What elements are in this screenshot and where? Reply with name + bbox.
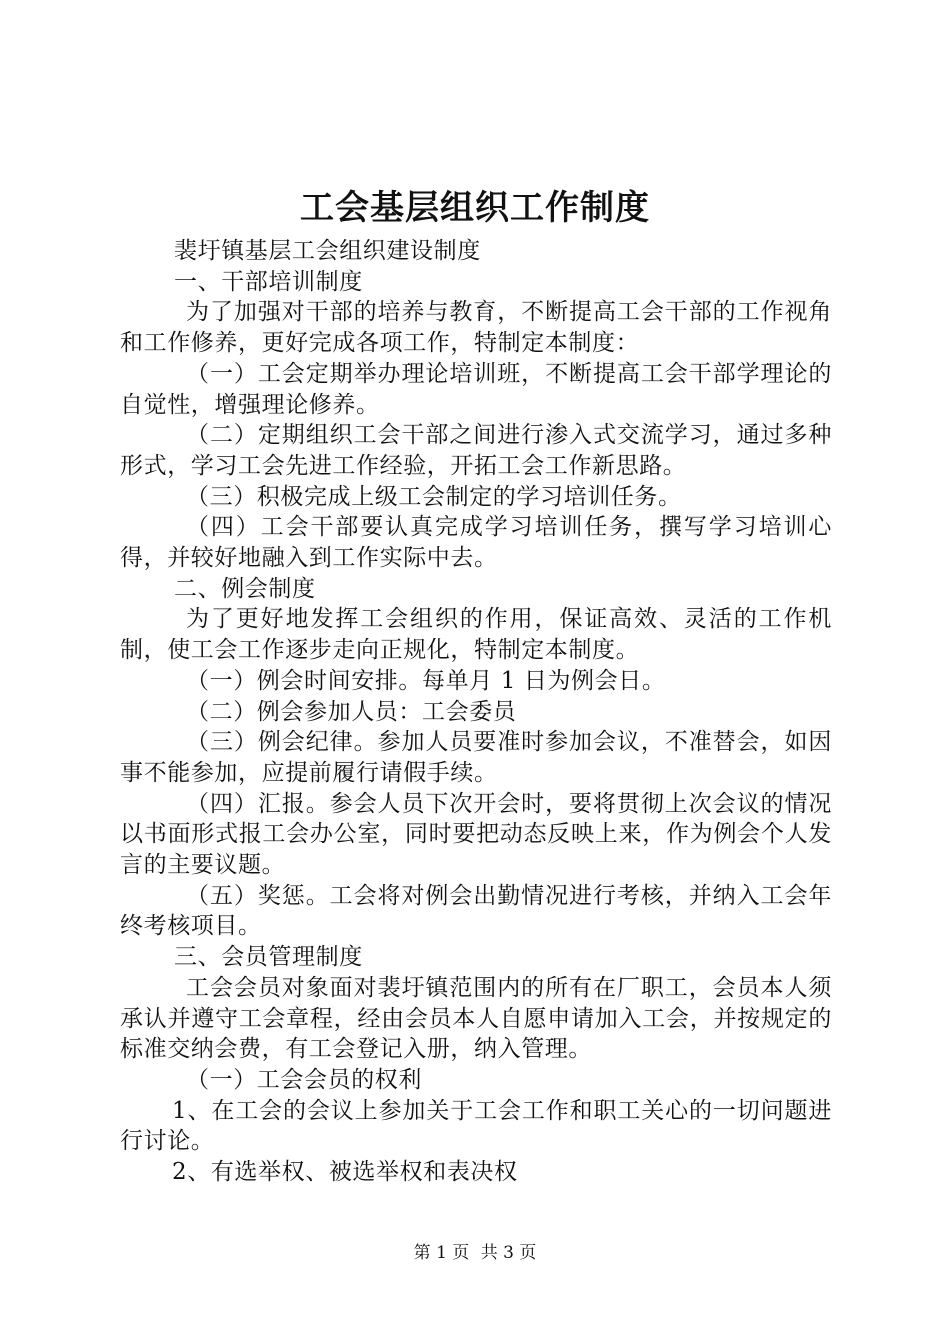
list-item: （一）工会定期举办理论培训班，不断提高工会干部学理论的自觉性，增强理论修养。 — [120, 360, 832, 418]
section-heading-regular-meeting: 二、例会制度 — [174, 575, 316, 602]
paragraph: 工会会员对象面对裴圩镇范围内的所有在厂职工，会员本人须承认并遵守工会章程，经由会员本人自愿申请加入工会，并按规定的标准交纳会费，有工会登记入册，纳入管理。 — [120, 974, 832, 1063]
page-footer — [0, 1242, 950, 1264]
list-item: （四）工会干部要认真完成学习培训任务，撰写学习培训心得，并较好地融入到工作实际中去。 — [120, 514, 832, 572]
document-body — [120, 236, 832, 1188]
list-item: （二）定期组织工会干部之间进行渗入式交流学习，通过多种形式，学习工会先进工作经验，开拓工会工作新思路。 — [120, 422, 832, 479]
list-item: 2、有选举权、被选举权和表决权 — [172, 1159, 518, 1186]
list-item: （一）工会会员的权利 — [186, 1066, 422, 1093]
paragraph: 为了加强对干部的培养与教育，不断提高工会干部的工作视角和工作修养，更好完成各项工作，特制定本制度： — [120, 299, 832, 357]
list-item: （三）积极完成上级工会制定的学习培训任务。 — [186, 483, 682, 510]
list-item: （二）例会参加人员：工会委员 — [186, 698, 517, 725]
page-total: 共 3 页 — [480, 1243, 537, 1263]
page-number: 第 1 页 — [413, 1243, 470, 1263]
document-title: 工会基层组织工作制度 — [300, 188, 650, 228]
paragraph-subtitle: 裴圩镇基层工会组织建设制度 — [174, 238, 481, 264]
list-item: 1、在工会的会议上参加关于工会工作和职工关心的一切问题进行讨论。 — [120, 1097, 832, 1155]
list-item: （四）汇报。参会人员下次开会时，要将贯彻上次会议的情况以书面形式报工会办公室，同时要把动态反映上来，作为例会个人发言的主要议题。 — [120, 790, 832, 879]
paragraph: 为了更好地发挥工会组织的作用，保证高效、灵活的工作机制，使工会工作逐步走向正规化，特制定本制度。 — [120, 606, 832, 664]
list-item: （一）例会时间安排。每单月 1 日为例会日。 — [186, 667, 666, 694]
section-heading-cadre-training: 一、干部培训制度 — [174, 268, 363, 295]
list-item: （五）奖惩。工会将对例会出勤情况进行考核，并纳入工会年终考核项目。 — [120, 882, 832, 940]
list-item: （三）例会纪律。参加人员要准时参加会议，不准替会，如因事不能参加，应提前履行请假手续。 — [120, 729, 832, 786]
section-heading-member-management: 三、会员管理制度 — [174, 944, 363, 971]
